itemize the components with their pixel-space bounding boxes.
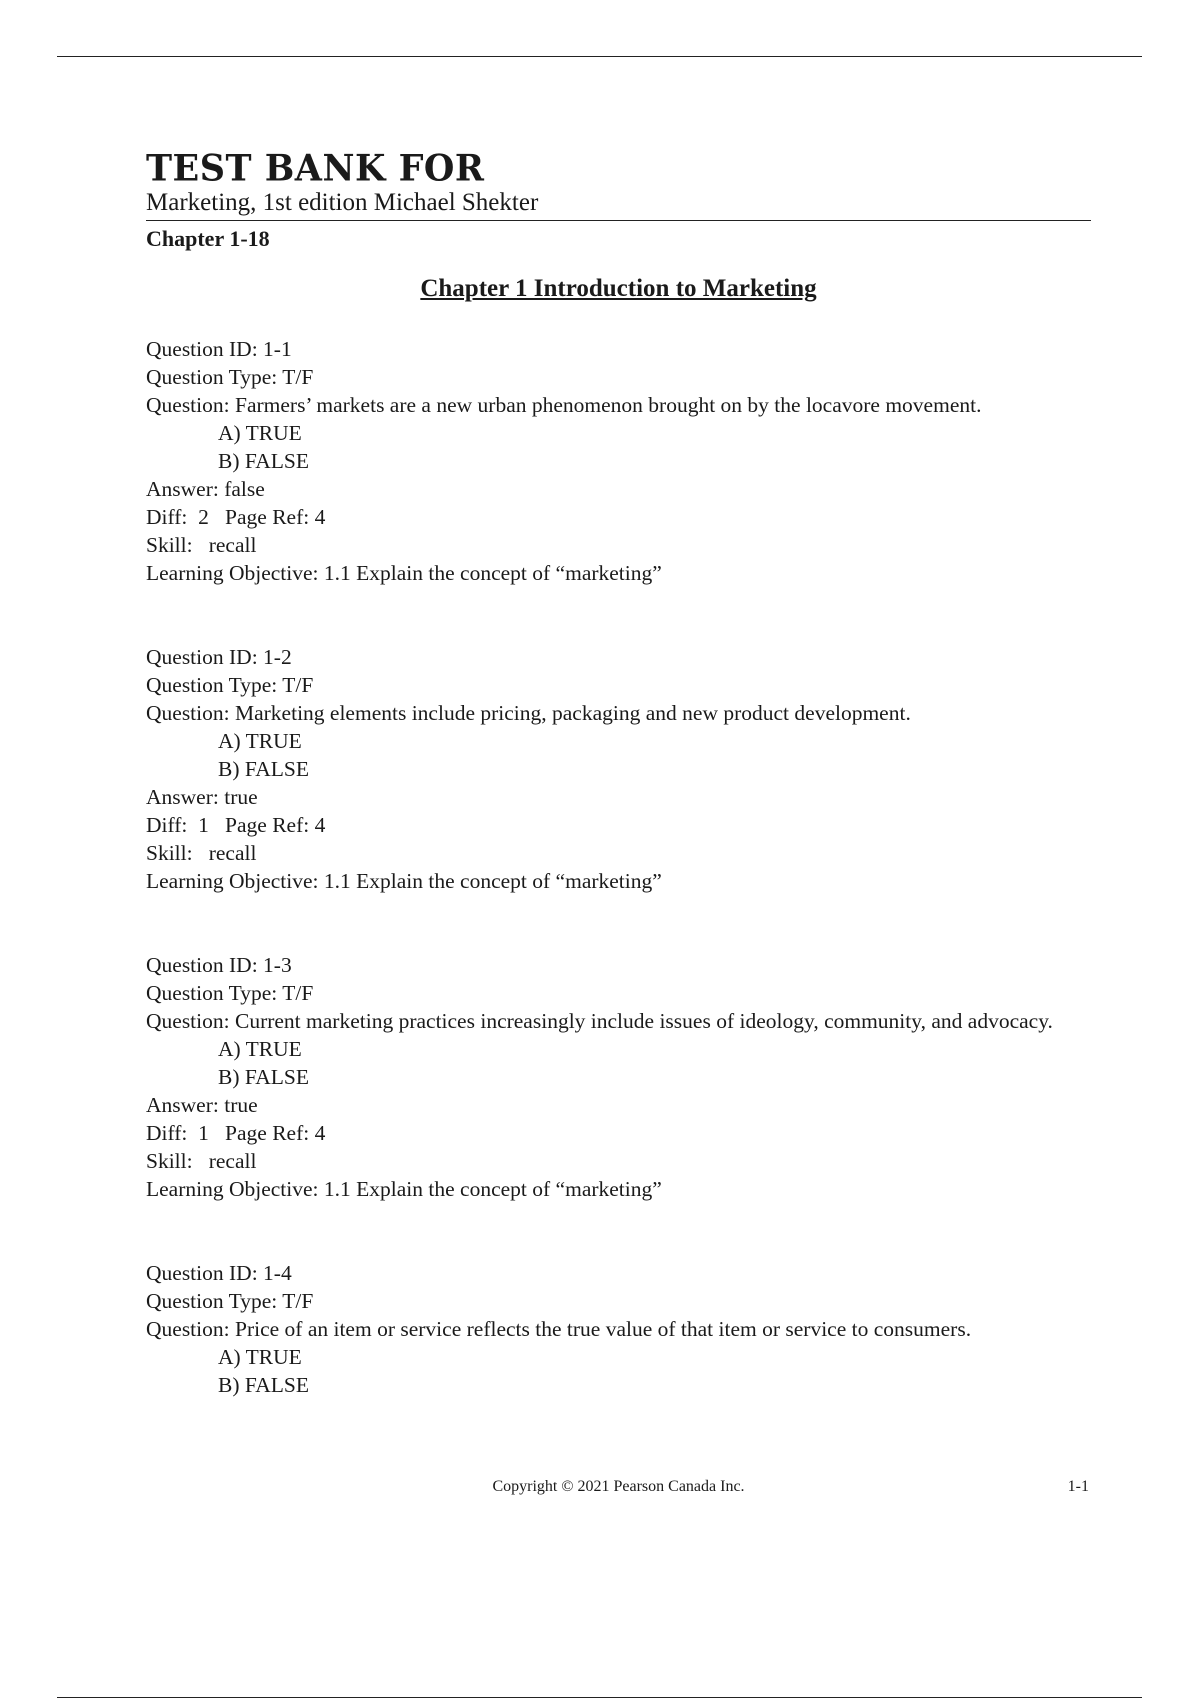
option-a: A) TRUE xyxy=(218,729,302,753)
question-item xyxy=(146,643,1091,895)
option-a: A) TRUE xyxy=(218,1345,302,1369)
option-a: A) TRUE xyxy=(218,421,302,445)
option-b: B) FALSE xyxy=(218,1373,309,1397)
answer: Answer: true xyxy=(146,785,258,809)
option-b: B) FALSE xyxy=(218,449,309,473)
question-id: Question ID: 1-2 xyxy=(146,645,292,669)
question-text: Question: Price of an item or service reflects the true value of that item or service to consumers. xyxy=(146,1317,972,1341)
difficulty-page-ref: Diff: 1 Page Ref: 4 xyxy=(146,813,326,837)
difficulty-page-ref: Diff: 1 Page Ref: 4 xyxy=(146,1121,326,1145)
question-item xyxy=(146,951,1091,1203)
question-type: Question Type: T/F xyxy=(146,365,314,389)
chapter-title: Chapter 1 Introduction to Marketing xyxy=(420,275,817,302)
answer: Answer: false xyxy=(146,477,265,501)
answer: Answer: true xyxy=(146,1093,258,1117)
top-rule xyxy=(57,56,1142,57)
option-a: A) TRUE xyxy=(218,1037,302,1061)
bottom-rule xyxy=(57,1697,1142,1698)
question-item xyxy=(146,335,1091,587)
skill: Skill: recall xyxy=(146,533,257,557)
question-type: Question Type: T/F xyxy=(146,1289,314,1313)
question-type: Question Type: T/F xyxy=(146,981,314,1005)
question-type: Question Type: T/F xyxy=(146,673,314,697)
question-id: Question ID: 1-3 xyxy=(146,953,292,977)
question-text: Question: Farmers’ markets are a new urban phenomenon brought on by the locavore movement. xyxy=(146,393,982,417)
document-subtitle: Marketing, 1st edition Michael Shekter xyxy=(146,190,1091,221)
question-id: Question ID: 1-1 xyxy=(146,337,292,361)
document-page xyxy=(146,146,1091,1399)
question-text: Question: Current marketing practices increasingly include issues of ideology, community, and advocacy. xyxy=(146,1009,1053,1033)
question-text: Question: Marketing elements include pricing, packaging and new product development. xyxy=(146,701,911,725)
option-b: B) FALSE xyxy=(218,757,309,781)
chapters-range: Chapter 1-18 xyxy=(146,226,270,251)
skill: Skill: recall xyxy=(146,1149,257,1173)
document-title: TEST BANK FOR xyxy=(146,146,485,190)
question-id: Question ID: 1-4 xyxy=(146,1261,292,1285)
learning-objective: Learning Objective: 1.1 Explain the concept of “marketing” xyxy=(146,561,662,585)
difficulty-page-ref: Diff: 2 Page Ref: 4 xyxy=(146,505,326,529)
learning-objective: Learning Objective: 1.1 Explain the concept of “marketing” xyxy=(146,869,662,893)
option-b: B) FALSE xyxy=(218,1065,309,1089)
copyright-notice: Copyright © 2021 Pearson Canada Inc. xyxy=(492,1478,745,1495)
skill: Skill: recall xyxy=(146,841,257,865)
question-item xyxy=(146,1259,1091,1399)
learning-objective: Learning Objective: 1.1 Explain the concept of “marketing” xyxy=(146,1177,662,1201)
page-number: 1-1 xyxy=(1067,1478,1089,1495)
